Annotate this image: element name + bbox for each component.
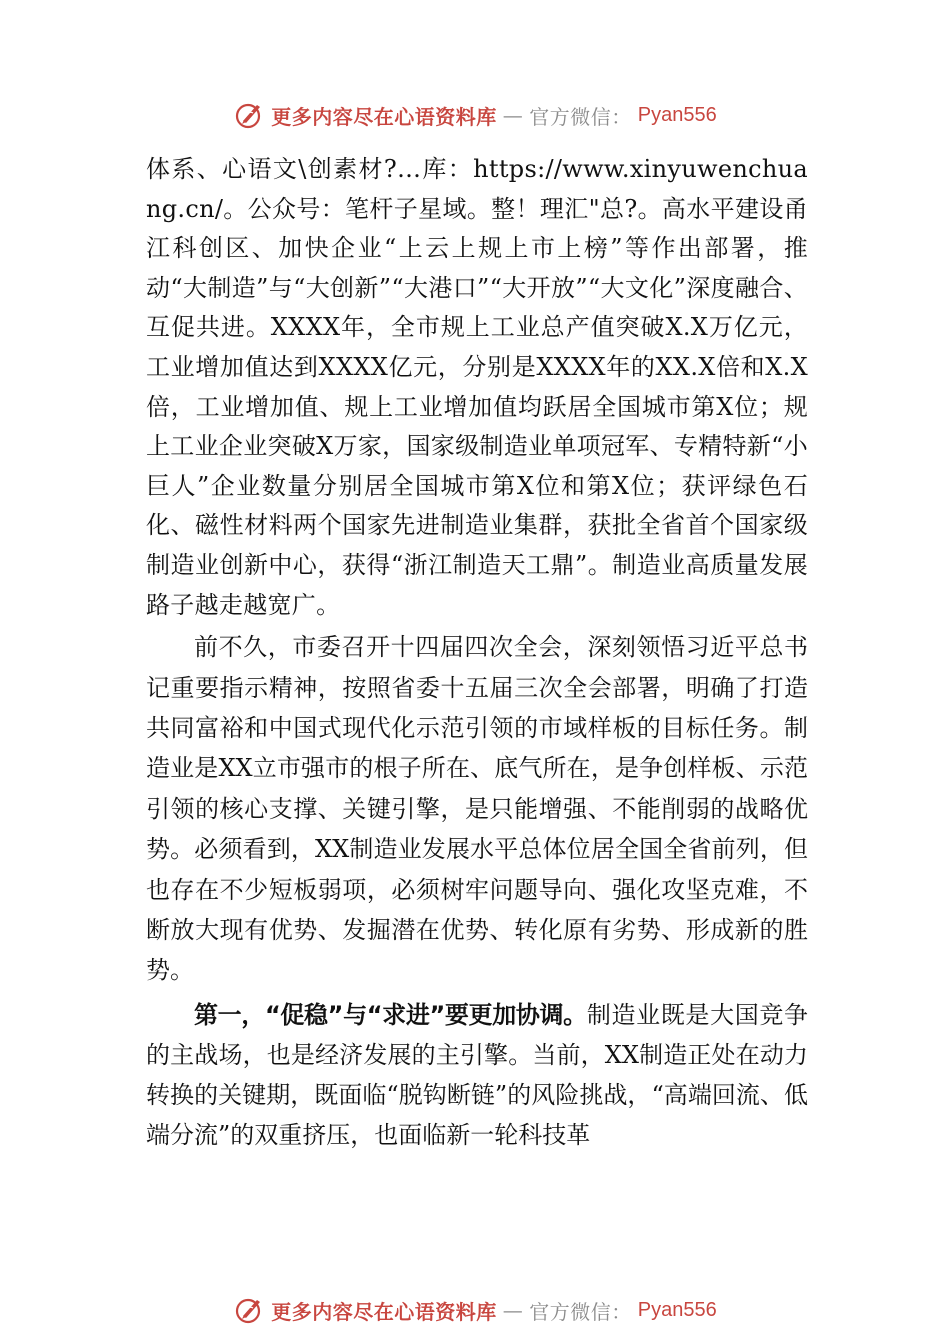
header-brand-text: 更多内容尽在心语资料库 [271, 104, 497, 129]
footer-watermark-inner [233, 1294, 716, 1326]
body-paragraph-3-text: 制造业既是大国竞争的主战场，也是经济发展的主引擎。当前，XX制造正处在动力转换的关键期，既面临“脱钩断链”的风险挑战，“高端回流、低端分流”的双重挤压，也面临新一轮科技革 [146, 1000, 809, 1149]
quill-seal-icon [233, 1294, 265, 1326]
header-watermark [0, 95, 950, 135]
document-body [146, 150, 808, 1155]
footer-contact-id: Pyan556 [637, 1298, 717, 1321]
body-paragraph-1: 体系、心语文\创素材?…库：https://www.xinyuwenchuang.cn/。公众号：笔杆子星域。整！理汇"总?。高水平建设甬江科创区、加快企业“上云上规上市上榜”等作出部署，推动“大制造”与“大创新”“大港口”“大开放”“大文化”深度融合、互促共进。XXXX年，全市规上工业总产值突破X.X万亿元，工业增加值达到XXXX亿元，分别是XXXX年的XX.X倍和X.X倍，工业增加值、规上工业增加值均跃居全国城市第X位；规上工业企业突破X万家，国家级制造业单项冠军、专精特新“小巨人”企业数量分别居全国城市第X位和第X位；获评绿色石化、磁性材料两个国家先进制造业集群，获批全省首个国家级制造业创新中心，获得“浙江制造天工鼎”。制造业高质量发展路子越走越宽广。 [146, 155, 808, 619]
header-watermark-inner [233, 99, 716, 131]
body-paragraph-3 [146, 995, 808, 1155]
footer-watermark [0, 1290, 950, 1330]
body-paragraph-2: 前不久，市委召开十四届四次全会，深刻领悟习近平总书记重要指示精神，按照省委十五届三次全会部署，明确了打造共同富裕和中国式现代化示范引领的市域样板的目标任务。制造业是XX立市强市的根子所在、底气所在，是争创样板、示范引领的核心支撑、关键引擎，是只能增强、不能削弱的战略优势。必须看到，XX制造业发展水平总体位居全国全省前列，但也存在不少短板弱项，必须树牢问题导向、强化攻坚克难，不断放大现有优势、发掘潜在优势、转化原有劣势、形成新的胜势。 [146, 633, 808, 985]
footer-separator: — [502, 1298, 524, 1322]
header-contact-label: 官方微信： [529, 104, 632, 129]
footer-brand-text: 更多内容尽在心语资料库 [271, 1299, 497, 1324]
footer-contact-label: 官方微信： [529, 1299, 632, 1324]
quill-seal-icon [233, 99, 265, 131]
header-contact-id: Pyan556 [637, 103, 717, 126]
header-separator: — [502, 103, 524, 127]
section-heading-first: 第一，“促稳”与“求进”要更加协调。 [194, 1000, 587, 1029]
